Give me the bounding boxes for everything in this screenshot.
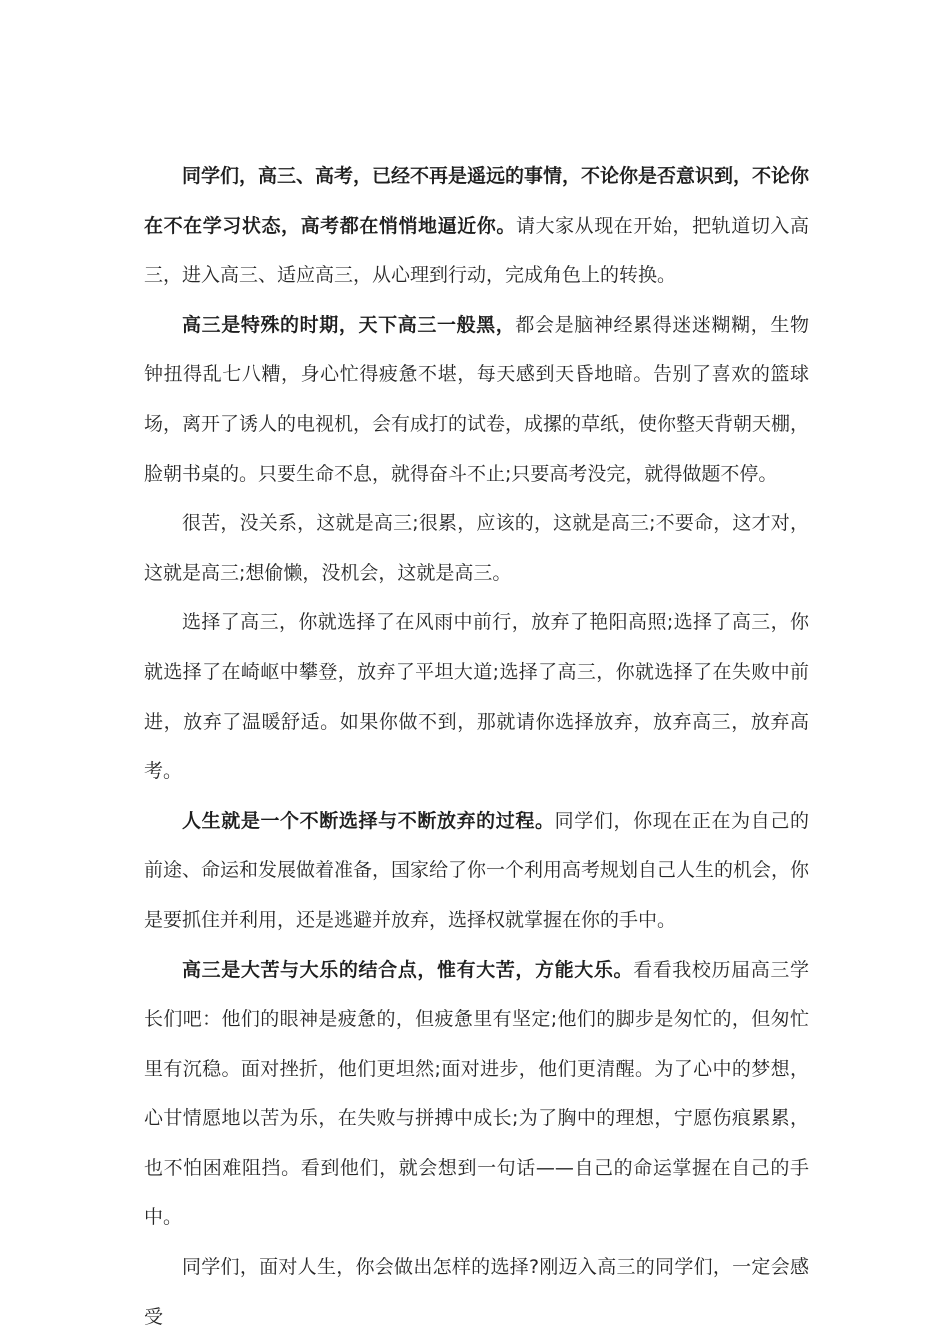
paragraph-1-bold: 同学们，高三、高考，已经不再是遥远的事情，不论你是否意识到，不论你在不在学习状态，高考都在悄悄地逼近你。 [144, 165, 810, 237]
paragraph-4 [144, 598, 809, 796]
document-body [144, 152, 809, 1342]
paragraph-6-text: 看看我校历届高三学长们吧：他们的眼神是疲惫的，但疲惫里有坚定;他们的脚步是匆忙的，但匆忙里有沉稳。面对挫折，他们更坦然;面对进步，他们更清醒。为了心中的梦想，心甘情愿地以苦为乐，在失败与拼搏中成长;为了胸中的理想，宁愿伤痕累累，也不怕困难阻挡。看到他们，就会想到一句话——自己的命运掌握在自己的手中。 [144, 958, 809, 1229]
paragraph-5-text: 同学们，你现在正在为自己的前途、命运和发展做着准备，国家给了你一个利用高考规划自己人生的机会，你是要抓住并利用，还是逃避并放弃，选择权就掌握在你的手中。 [144, 809, 810, 931]
paragraph-5-bold: 人生就是一个不断选择与不断放弃的过程。 [182, 809, 555, 832]
paragraph-3-text: 很苦，没关系，这就是高三;很累，应该的，这就是高三;不要命，这才对，这就是高三;想偷懒，没机会，这就是高三。 [144, 512, 809, 584]
paragraph-1 [144, 152, 809, 301]
paragraph-6 [144, 946, 809, 1244]
paragraph-2-text: 都会是脑神经累得迷迷糊糊，生物钟扭得乱七八糟，身心忙得疲惫不堪，每天感到天昏地暗。告别了喜欢的篮球场，离开了诱人的电视机，会有成打的试卷，成摞的草纸，使你整天背朝天棚，脸朝书桌的。只要生命不息，就得奋斗不止;只要高考没完，就得做题不停。 [144, 313, 810, 485]
paragraph-3 [144, 499, 809, 598]
paragraph-5 [144, 797, 809, 946]
paragraph-6-bold: 高三是大苦与大乐的结合点，惟有大苦，方能大乐。 [182, 958, 634, 981]
paragraph-7 [144, 1243, 809, 1342]
paragraph-1-text: 请大家从现在开始，把轨道切入高三，进入高三、适应高三，从心理到行动，完成角色上的转换。 [144, 214, 809, 287]
paragraph-7-text: 同学们，面对人生，你会做出怎样的选择?刚迈入高三的同学们，一定会感受 [144, 1256, 809, 1328]
paragraph-4-text: 选择了高三，你就选择了在风雨中前行，放弃了艳阳高照;选择了高三，你就选择了在崎岖中攀登，放弃了平坦大道;选择了高三，你就选择了在失败中前进，放弃了温暖舒适。如果你做不到，那就请你选择放弃，放弃高三，放弃高考。 [144, 611, 809, 783]
paragraph-2-bold: 高三是特殊的时期，天下高三一般黑， [182, 313, 516, 336]
paragraph-2 [144, 301, 809, 499]
